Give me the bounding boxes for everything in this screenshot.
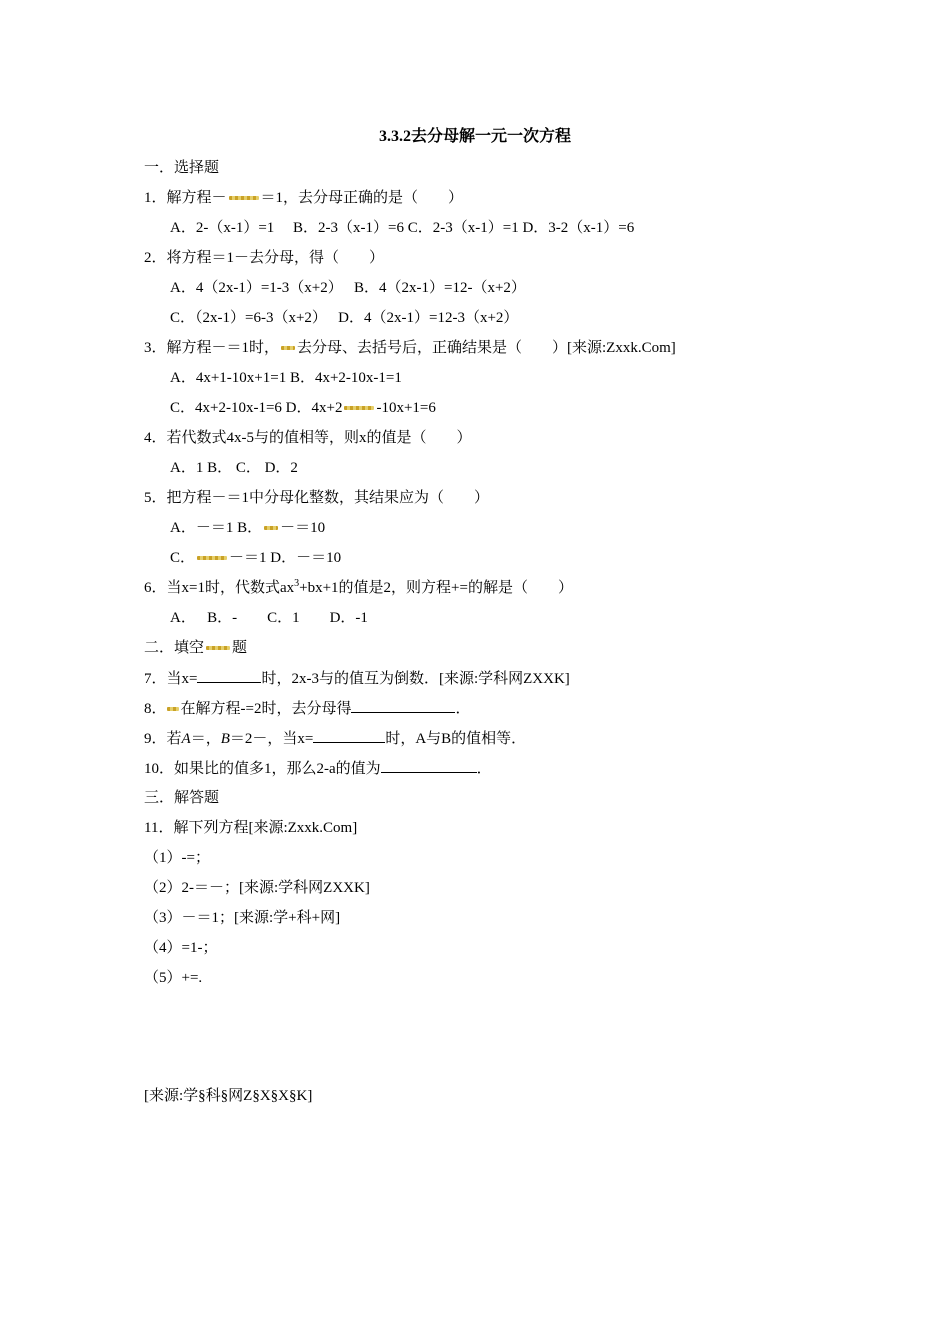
question-7-b: 时，2x-3与的值互为倒数．[来源:学科网ZXXK] [261,671,570,687]
variable-a: A [181,731,191,747]
question-3-option-d-b: -10x+1=6 [376,400,436,416]
question-8-a: 8． [144,701,167,717]
question-7-a: 7．当x= [144,671,198,687]
highlight-mark [197,556,227,560]
question-3-stem-b: 去分母、去括号后，正确结果是（ ）[来源:Zxxk.Com] [297,340,676,356]
question-9-a: 9．若 [144,731,182,747]
source-note: [来源:学§科§网Z§X§X§K] [144,1088,313,1104]
question-5-option-c: C． [170,550,196,566]
question-1 [144,188,463,208]
section-heading-fill [144,638,247,658]
question-3-stem-a: 3．解方程－＝1时， [144,340,280,356]
question-11-item: （1）-=； [144,850,210,866]
question-3-options-row1: A．4x+1-10x+1=1 B．4x+2-10x-1=1 [170,370,402,386]
highlight-mark [167,707,179,711]
question-6-options: A． B．- C．1 D．-1 [170,610,368,626]
question-9-b: ＝， [190,731,221,747]
question-11-item: （5）+=. [144,970,203,986]
question-5: 5．把方程－＝1中分母化整数，其结果应为（ ） [144,490,490,506]
question-6 [144,578,573,598]
question-3 [144,338,676,358]
question-7 [144,668,570,688]
question-4-options: A．1 B． C． D．2 [170,460,298,476]
question-10-a: 10．如果比的值多1，那么2-a的值为 [144,761,381,777]
highlight-mark [264,526,278,530]
question-1-options: A．2-（x-1）=1 B．2-3（x-1）=6 C．2-3（x-1）=1 D．3-2（x-1）=6 [170,220,635,236]
question-2: 2．将方程＝1－去分母，得（ ） [144,250,385,266]
section-heading-fill-a: 二．填空 [144,640,205,656]
question-5-options-row2 [170,548,341,568]
question-2-options-row1: A．4（2x-1）=1-3（x+2） B．4（2x-1）=12-（x+2） [170,280,526,296]
highlight-mark [344,406,374,410]
question-5-options-row1 [170,518,325,538]
question-10-b: ． [476,761,492,777]
question-3-options-row2 [170,398,436,418]
question-1-stem-b: ＝1，去分母正确的是（ ） [260,190,464,206]
highlight-mark [281,346,295,350]
question-11-item: （3）－＝1；[来源:学+科+网] [144,910,341,926]
question-6-exponent: 3 [294,578,300,589]
section-heading-choice: 一．选择题 [144,160,220,176]
question-9 [144,728,526,748]
question-4: 4．若代数式4x-5与的值相等，则x的值是（ ） [144,430,472,446]
question-1-stem-a: 1．解方程－ [144,190,227,206]
question-9-c: ＝2－，当x= [229,731,314,747]
question-8 [144,698,471,718]
question-6-stem-a: 6．当x=1时，代数式ax [144,580,295,596]
question-11-item: （2）2-＝－；[来源:学科网ZXXK] [144,880,370,896]
question-5-option-b: －＝10 [280,520,326,536]
question-3-option-d-a: C．4x+2-10x-1=6 D．4x+2 [170,400,343,416]
question-9-d: 时，A与B的值相等． [385,731,527,747]
variable-b: B [220,731,230,747]
question-8-c: ． [455,701,471,717]
highlight-mark [206,646,230,650]
answer-blank [197,668,261,683]
question-11-item: （4）=1-； [144,940,218,956]
question-5-option-a: A．－＝1 B． [170,520,263,536]
section-heading-fill-b: 题 [232,640,248,656]
answer-blank [381,758,477,773]
question-2-options-row2: C．（2x-1）=6-3（x+2） D．4（2x-1）=12-3（x+2） [170,310,519,326]
question-5-option-d: －＝1 D．－＝10 [229,550,342,566]
question-6-stem-b: +bx+1的值是2，则方程+=的解是（ ） [299,580,573,596]
answer-blank [313,728,385,743]
question-8-b: 在解方程-=2时，去分母得 [180,701,352,717]
question-10 [144,758,492,778]
highlight-mark [229,196,259,200]
section-heading-solve: 三．解答题 [144,790,220,806]
answer-blank [351,698,455,713]
question-11: 11．解下列方程[来源:Zxxk.Com] [144,820,358,836]
page-title: 3.3.2去分母解一元一次方程 [378,128,571,145]
